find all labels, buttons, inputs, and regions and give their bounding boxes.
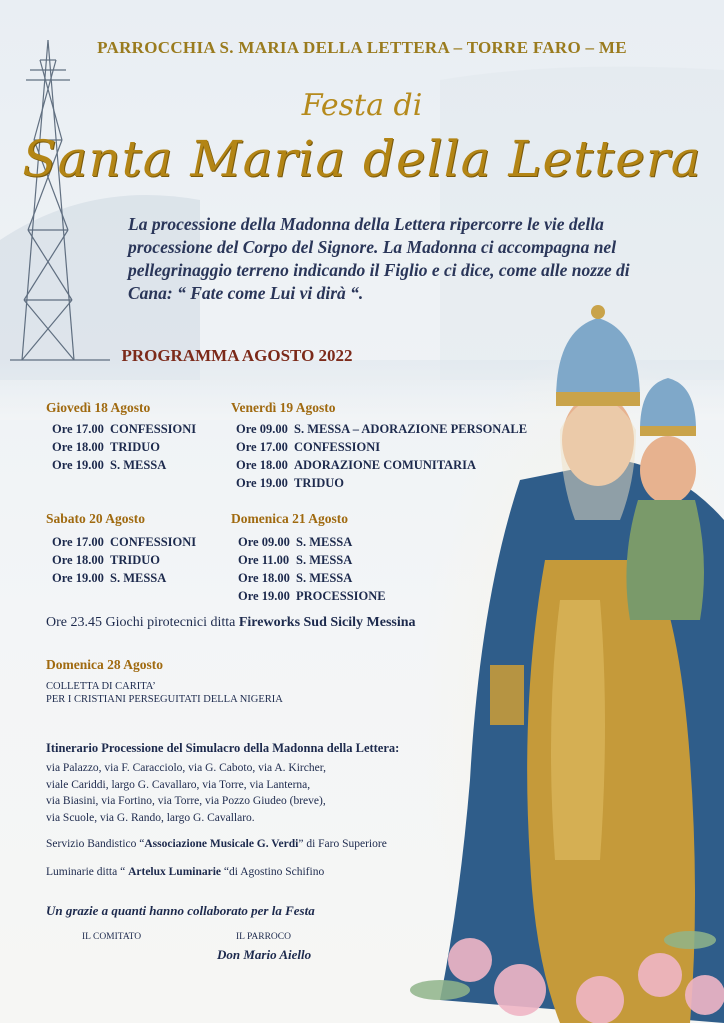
event-row: Ore 09.00 S. MESSA – ADORAZIONE PERSONALE: [236, 422, 528, 436]
day-title-sunday21: Domenica 21 Agosto: [231, 511, 348, 526]
schedule-thursday: [52, 420, 196, 474]
fireworks-company: Fireworks Sud Sicily Messina: [238, 615, 416, 630]
event-row: Ore 18.00 TRIDUO: [52, 553, 161, 567]
day-title-sunday28: Domenica 28 Agosto: [46, 657, 163, 672]
event-row: Ore 17.00 CONFESSIONI: [52, 422, 197, 436]
priest-name: Don Mario Aiello: [217, 947, 312, 962]
intro-paragraph: La processione della Madonna della Lettera ripercorre le vie della processione del Corpo del Signore. La Madonna ci accompagna nel pellegrinaggio terreno indicando il Figlio e ci dice, come alle nozze di Cana: “ Fate come Lui vi dirà “.: [128, 214, 630, 303]
itinerary-streets: via Palazzo, via F. Caracciolo, via G. Caboto, via A. Kircher, viale Cariddi, largo G. Cavallaro, via Torre, via Lanterna, via Biasini, via Fortino, via Torre, via Pozzo Giudeo (breve), via Scuole, via G. Rando, largo G. Cavallaro.: [46, 762, 326, 824]
event-row: Ore 18.00 ADORAZIONE COMUNITARIA: [236, 458, 477, 472]
charity-collection: COLLETTA DI CARITA’ PER I CRISTIANI PERSEGUITATI DELLA NIGERIA: [46, 681, 283, 705]
program-title: PROGRAMMA AGOSTO 2022: [121, 346, 353, 365]
priest-title: IL PARROCO: [236, 932, 291, 942]
event-row: Ore 19.00 S. MESSA: [52, 458, 167, 472]
event-row: Ore 17.00 CONFESSIONI: [236, 440, 381, 454]
committee-signature: IL COMITATO: [82, 932, 142, 942]
event-row: Ore 18.00 S. MESSA: [238, 571, 353, 585]
day-title-friday: Venerdì 19 Agosto: [231, 400, 336, 415]
feast-title: Santa Maria della Lettera: [22, 130, 702, 188]
band-service: Servizio Bandistico “Associazione Musicale G. Verdi” di Faro Superiore: [46, 838, 387, 850]
event-row: Ore 19.00 S. MESSA: [52, 571, 167, 585]
fireworks-line: Ore 23.45 Giochi pirotecnici ditta Fireworks Sud Sicily Messina: [46, 615, 416, 630]
parish-header: PARROCCHIA S. MARIA DELLA LETTERA – TORRE FARO – ME: [97, 38, 627, 57]
thanks-line: Un grazie a quanti hanno collaborato per la Festa: [46, 903, 315, 918]
itinerary-title: Itinerario Processione del Simulacro della Madonna della Lettera:: [46, 741, 400, 755]
day-title-thursday: Giovedì 18 Agosto: [46, 400, 151, 415]
schedule-sunday21: [238, 533, 386, 605]
day-title-saturday: Sabato 20 Agosto: [46, 511, 146, 526]
event-row: Ore 19.00 PROCESSIONE: [238, 589, 386, 603]
event-row: Ore 17.00 CONFESSIONI: [52, 535, 197, 549]
schedule-friday: [236, 420, 527, 492]
event-row: Ore 09.00 S. MESSA: [238, 535, 353, 549]
festa-di-heading: Festa di: [301, 88, 423, 123]
lights-service: Luminarie ditta “ Artelux Luminarie “di Agostino Schifino: [46, 866, 325, 878]
schedule-saturday: [52, 533, 196, 587]
event-row: Ore 19.00 TRIDUO: [236, 476, 345, 490]
event-row: Ore 11.00 S. MESSA: [238, 553, 353, 567]
event-row: Ore 18.00 TRIDUO: [52, 440, 161, 454]
